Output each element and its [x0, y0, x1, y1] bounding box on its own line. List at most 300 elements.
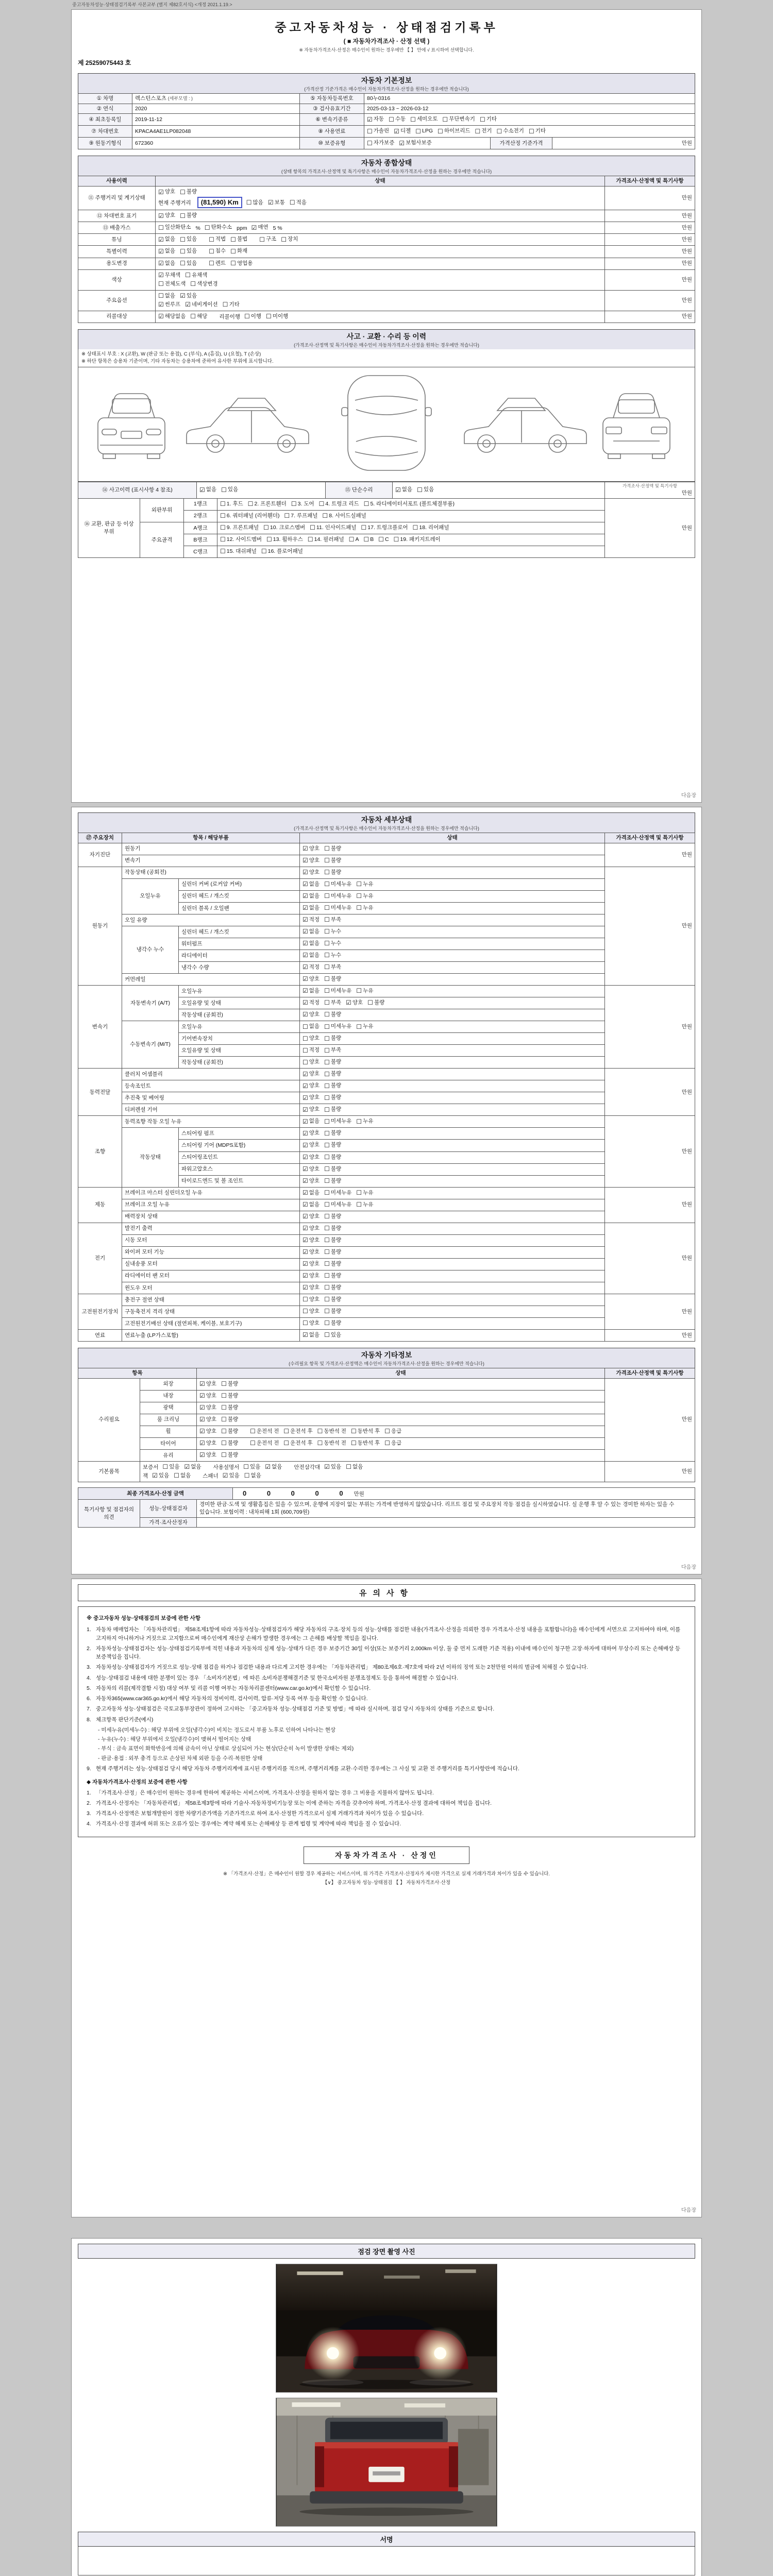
checkbox-unchecked[interactable]	[378, 536, 389, 544]
page-marker[interactable]: 다음장	[681, 2208, 696, 2213]
checkbox-unchecked[interactable]	[244, 1472, 261, 1480]
checkbox-unchecked[interactable]	[243, 1463, 260, 1471]
checkbox-checked[interactable]	[158, 235, 175, 243]
checkbox-unchecked[interactable]	[324, 880, 351, 888]
checkbox-unchecked[interactable]	[230, 260, 253, 267]
checkbox-checked[interactable]	[303, 880, 320, 888]
checkbox-unchecked[interactable]	[356, 892, 373, 900]
checkbox-checked[interactable]	[152, 1472, 169, 1480]
checkbox-unchecked[interactable]	[324, 857, 341, 865]
checkbox-checked[interactable]	[399, 139, 431, 147]
checkbox-icon: ☐	[303, 1296, 308, 1303]
car-grille	[354, 2357, 420, 2369]
checkbox-checked[interactable]	[199, 1380, 216, 1388]
checkbox-unchecked[interactable]	[324, 904, 351, 912]
checkbox-checked[interactable]	[265, 1463, 282, 1471]
checkbox-icon: ☐	[356, 987, 362, 995]
checkbox-unchecked[interactable]	[324, 845, 341, 853]
checkbox-unchecked[interactable]	[308, 536, 344, 544]
row-label: ⑪ 주행거리 및 계기상태	[78, 187, 156, 210]
checkbox-icon: ☐	[324, 1296, 330, 1303]
checkbox-unchecked[interactable]	[324, 1296, 341, 1303]
accident-note: (가격조사·산정액 및 특기사항은 매수인이 자동차가격조사·산정을 원하는 경우에만 적습니다)	[294, 342, 479, 348]
checkbox-checked[interactable]	[367, 115, 384, 123]
checkbox-icon: ☑	[346, 999, 351, 1007]
checkbox-unchecked[interactable]	[475, 127, 492, 135]
checkbox-icon: ☐	[174, 1472, 179, 1480]
checkbox-unchecked[interactable]	[324, 1094, 341, 1101]
checkbox-icon: ☐	[324, 916, 330, 924]
checkbox-checked[interactable]	[303, 928, 320, 936]
checkbox-unchecked[interactable]	[356, 1201, 373, 1209]
checkbox-unchecked[interactable]	[303, 1035, 320, 1042]
state-cell	[300, 1104, 605, 1116]
checkbox-unchecked[interactable]	[209, 235, 226, 243]
checkbox-unchecked[interactable]	[324, 1236, 341, 1244]
checkbox-unchecked[interactable]	[413, 524, 449, 532]
checkbox-unchecked[interactable]	[221, 1428, 238, 1435]
checkbox-unchecked[interactable]	[324, 940, 341, 947]
checkbox-checked[interactable]	[303, 1272, 320, 1280]
checkbox-unchecked[interactable]	[223, 301, 240, 309]
checkbox-unchecked[interactable]	[324, 1248, 341, 1256]
checkbox-unchecked[interactable]	[324, 1082, 341, 1090]
checkbox-unchecked[interactable]	[190, 280, 217, 288]
detail-note: (가격조사·산정액 및 특기사항은 매수인이 자동차가격조사·산정을 원하는 경우에만 적습니다)	[294, 826, 479, 831]
field-label-name: ① 차명	[78, 94, 132, 104]
checkbox-checked[interactable]	[184, 1463, 201, 1471]
checkbox-icon: ☐	[324, 1260, 330, 1268]
checkbox-icon: ☐	[324, 963, 330, 971]
etc-section-head	[78, 1348, 695, 1368]
checkbox-unchecked[interactable]	[367, 999, 384, 1007]
checkbox-unchecked[interactable]	[364, 536, 374, 544]
checkbox-unchecked[interactable]	[162, 1463, 179, 1471]
checkbox-unchecked[interactable]	[356, 880, 373, 888]
checkbox-icon: ☐	[283, 1428, 290, 1435]
checkbox-label: 없음	[180, 1472, 191, 1479]
checkbox-checked[interactable]	[303, 869, 320, 876]
checkbox-checked[interactable]	[199, 1404, 216, 1412]
notice-subtitle: ※ 중고자동차 성능·상태점검의 보증에 관한 사항	[87, 1615, 201, 1621]
checkbox-unchecked[interactable]	[324, 999, 341, 1007]
notice-item	[87, 1705, 686, 1713]
checkbox-unchecked[interactable]	[497, 127, 524, 135]
checkbox-unchecked[interactable]	[356, 1189, 373, 1197]
basic-info-section-head	[78, 73, 695, 93]
checkbox-checked[interactable]	[324, 1463, 341, 1471]
checkbox-label: 불량	[330, 1213, 342, 1219]
checkbox-icon: ☑	[395, 486, 401, 494]
checkbox-label: 누유	[363, 1189, 374, 1196]
checkbox-unchecked[interactable]	[250, 1428, 279, 1435]
checkbox-unchecked[interactable]	[310, 524, 356, 532]
checkbox-checked[interactable]	[303, 940, 320, 947]
checkbox-unchecked[interactable]	[246, 199, 263, 207]
checkbox-unchecked[interactable]	[158, 280, 186, 288]
checkbox-icon: ☐	[412, 524, 418, 532]
checkbox-unchecked[interactable]	[303, 1308, 320, 1315]
checkbox-unchecked[interactable]	[319, 500, 359, 508]
checkbox-unchecked[interactable]	[324, 1213, 341, 1221]
checkbox-label: 없음	[309, 1118, 320, 1125]
checkbox-unchecked[interactable]	[158, 224, 191, 231]
checkbox-unchecked[interactable]	[303, 1319, 320, 1327]
checkbox-unchecked[interactable]	[220, 512, 280, 520]
checkbox-icon: ☐	[221, 1404, 227, 1412]
checkbox-checked[interactable]	[158, 188, 175, 196]
part-name: 파워고압호스	[179, 1163, 300, 1175]
etc-row	[78, 1437, 695, 1449]
checkbox-unchecked[interactable]	[263, 524, 305, 532]
price-cell: 만원	[605, 1223, 695, 1294]
page-marker[interactable]: 다음장	[681, 1565, 696, 1570]
checkbox-checked[interactable]	[394, 127, 411, 135]
checkbox-unchecked[interactable]	[324, 1117, 351, 1125]
checkbox-unchecked[interactable]	[324, 1260, 341, 1268]
checkbox-checked[interactable]	[303, 1011, 320, 1019]
checkbox-unchecked[interactable]	[261, 548, 303, 555]
checkbox-checked[interactable]	[303, 1141, 320, 1149]
checkbox-unchecked[interactable]	[221, 1404, 238, 1412]
part-name: 라디에이터	[179, 950, 300, 961]
checkbox-unchecked[interactable]	[324, 1011, 341, 1019]
checkbox-checked[interactable]	[251, 224, 268, 231]
checkbox-checked[interactable]	[303, 999, 320, 1007]
checkbox-unchecked[interactable]	[356, 987, 373, 995]
checkbox-unchecked[interactable]	[180, 235, 197, 243]
checkbox-unchecked[interactable]	[529, 127, 546, 135]
checkbox-unchecked[interactable]	[384, 1439, 401, 1447]
opinion-appraiser-label: 가격·조사산정자	[140, 1517, 197, 1528]
checkbox-unchecked[interactable]	[324, 1308, 341, 1315]
checkbox-label: 양호	[309, 1177, 320, 1184]
part-name: 오일누유	[179, 986, 300, 997]
state-line	[303, 869, 602, 877]
checkbox-unchecked[interactable]	[410, 115, 438, 123]
state-cell	[300, 1234, 605, 1246]
checkbox-unchecked[interactable]	[351, 1439, 380, 1447]
taillight-right	[449, 2446, 458, 2487]
checkbox-unchecked[interactable]	[324, 869, 341, 876]
checkbox-unchecked[interactable]	[324, 1129, 341, 1137]
checkbox-unchecked[interactable]	[290, 199, 307, 207]
checkbox-checked[interactable]	[303, 904, 320, 912]
checkbox-unchecked[interactable]	[221, 1439, 238, 1447]
checkbox-checked[interactable]	[303, 1331, 320, 1339]
state-line	[303, 999, 602, 1007]
checkbox-label: 적정	[309, 964, 320, 970]
checkbox-label: 미세누유	[330, 892, 352, 899]
page-marker[interactable]: 다음장	[681, 793, 696, 799]
checkbox-unchecked[interactable]	[209, 247, 226, 255]
notice-item	[87, 1645, 686, 1662]
checkbox-checked[interactable]	[303, 1201, 320, 1209]
checkbox-checked[interactable]	[303, 1070, 320, 1078]
checkbox-unchecked[interactable]	[356, 1023, 373, 1030]
checkbox-unchecked[interactable]	[324, 1070, 341, 1078]
checkbox-unchecked[interactable]	[361, 524, 408, 532]
checkbox-unchecked[interactable]	[324, 928, 341, 936]
checkbox-unchecked[interactable]	[480, 115, 497, 123]
checkbox-unchecked[interactable]	[324, 1141, 341, 1149]
checkbox-checked[interactable]	[303, 1260, 320, 1268]
checkbox-checked[interactable]	[158, 247, 175, 255]
checkbox-unchecked[interactable]	[250, 1439, 279, 1447]
checkbox-checked[interactable]	[199, 486, 216, 494]
checkbox-unchecked[interactable]	[220, 548, 257, 555]
part-name: 실내송풍 모터	[122, 1258, 300, 1270]
checkbox-unchecked[interactable]	[180, 260, 197, 267]
checkbox-unchecked[interactable]	[158, 292, 175, 300]
checkbox-checked[interactable]	[158, 260, 175, 267]
checkbox-icon: ☐	[180, 212, 186, 219]
checkbox-icon: ☐	[317, 1439, 323, 1447]
checkbox-label: 양호	[309, 1142, 320, 1148]
model-year: 2020	[132, 104, 300, 114]
checkbox-unchecked[interactable]	[221, 1392, 238, 1400]
checkbox-unchecked[interactable]	[324, 1225, 341, 1232]
etc-info-table	[78, 1368, 695, 1482]
checkbox-checked[interactable]	[268, 199, 285, 207]
checkbox-unchecked[interactable]	[324, 963, 341, 971]
checkbox-checked[interactable]	[303, 857, 320, 865]
page-4	[71, 2238, 702, 2576]
checkbox-unchecked[interactable]	[367, 127, 389, 135]
checkbox-checked[interactable]	[303, 845, 320, 853]
checkbox-unchecked[interactable]	[324, 1331, 341, 1339]
checkbox-unchecked[interactable]	[324, 1272, 341, 1280]
checkbox-checked[interactable]	[303, 975, 320, 983]
checkbox-unchecked[interactable]	[324, 1177, 341, 1185]
part-name: 실린더 헤드 / 개스킷	[179, 890, 300, 902]
checkbox-label: 없음	[309, 904, 320, 911]
checkbox-unchecked[interactable]	[324, 952, 341, 959]
checkbox-checked[interactable]	[185, 301, 217, 309]
checkbox-unchecked[interactable]	[356, 1117, 373, 1125]
checkbox-unchecked[interactable]	[324, 987, 351, 995]
checkbox-label: 15. 대쉬패널	[226, 548, 257, 554]
checkbox-unchecked[interactable]	[317, 1428, 346, 1435]
checkbox-icon: ☐	[190, 280, 196, 287]
checkbox-unchecked[interactable]	[220, 500, 243, 508]
checkbox-unchecked[interactable]	[438, 127, 470, 135]
checkbox-checked[interactable]	[180, 292, 197, 300]
checkbox-unchecked[interactable]	[221, 486, 238, 494]
plate-number: 80누0316	[364, 94, 695, 104]
checkbox-unchecked[interactable]	[220, 536, 262, 544]
row-label: 리콜대상	[78, 311, 156, 323]
checkbox-icon: ☐	[367, 127, 373, 135]
checkbox-unchecked[interactable]	[221, 1416, 238, 1423]
checkbox-unchecked[interactable]	[394, 536, 441, 544]
checkbox-checked[interactable]	[303, 1165, 320, 1173]
checkbox-unchecked[interactable]	[324, 916, 341, 924]
checkbox-unchecked[interactable]	[303, 1058, 320, 1066]
checkbox-unchecked[interactable]	[324, 1023, 351, 1030]
exchange-row	[78, 522, 695, 534]
state-cell	[300, 1187, 605, 1199]
checkbox-unchecked[interactable]	[356, 904, 373, 912]
checkbox-checked[interactable]	[303, 1248, 320, 1256]
checkbox-label: 불량	[227, 1428, 239, 1434]
checkbox-unchecked[interactable]	[324, 1154, 341, 1161]
checkbox-unchecked[interactable]	[349, 536, 359, 544]
checkbox-checked[interactable]	[303, 1117, 320, 1125]
notice-subitem: - 미세누유(미세누수) : 해당 부위에 오일(냉각수)이 비치는 정도로서 부품 노후로 인하여 나타나는 현상	[98, 1726, 336, 1733]
checkbox-unchecked[interactable]	[324, 1058, 341, 1066]
checkbox-unchecked[interactable]	[266, 313, 288, 320]
checkbox-checked[interactable]	[158, 313, 186, 320]
checkbox-label: 11. 인사이드패널	[316, 524, 357, 531]
checkbox-unchecked[interactable]	[317, 1439, 346, 1447]
row-state	[156, 234, 605, 246]
checkbox-unchecked[interactable]	[185, 272, 207, 279]
checkbox-unchecked[interactable]	[180, 188, 197, 196]
checkbox-checked[interactable]	[303, 1154, 320, 1161]
checkbox-unchecked[interactable]	[351, 1428, 380, 1435]
checkbox-unchecked[interactable]	[221, 1451, 238, 1459]
checkbox-unchecked[interactable]	[303, 1046, 320, 1054]
checkbox-checked[interactable]	[303, 1284, 320, 1292]
checkbox-unchecked[interactable]	[415, 127, 433, 135]
checkbox-unchecked[interactable]	[281, 235, 298, 243]
field-label-first-reg: ④ 최초등록일	[78, 114, 132, 126]
checkbox-unchecked[interactable]	[323, 512, 366, 520]
checkbox-unchecked[interactable]	[283, 1439, 312, 1447]
row-label: ⑫ 차대번호 표기	[78, 210, 156, 222]
checkbox-checked[interactable]	[199, 1392, 216, 1400]
checkbox-icon: ☐	[317, 1428, 323, 1435]
state-line	[303, 1296, 602, 1304]
state-line	[303, 1284, 602, 1292]
checkbox-icon: ☑	[199, 1428, 205, 1435]
checkbox-label: 탄화수소	[211, 224, 232, 231]
checkbox-unchecked[interactable]	[324, 1106, 341, 1113]
checkbox-label: 미세누유	[330, 1201, 352, 1208]
checkbox-unchecked[interactable]	[291, 500, 314, 508]
checkbox-checked[interactable]	[303, 892, 320, 900]
checkbox-unchecked[interactable]	[180, 212, 197, 219]
checkbox-icon: ☐	[283, 1439, 290, 1447]
checkbox-unchecked[interactable]	[266, 536, 303, 544]
checkbox-icon: ☐	[324, 1117, 330, 1125]
checkbox-checked[interactable]	[303, 1106, 320, 1113]
checkbox-unchecked[interactable]	[248, 500, 287, 508]
checkbox-label: 있음	[186, 248, 197, 255]
checkbox-checked[interactable]	[199, 1451, 216, 1459]
checkbox-label: 불량	[330, 1011, 342, 1018]
checkbox-unchecked[interactable]	[346, 1463, 363, 1471]
ceiling-light	[297, 2272, 343, 2275]
checkbox-label: 16. 플로어패널	[267, 548, 303, 554]
checkbox-unchecked[interactable]	[244, 313, 261, 320]
checkbox-unchecked[interactable]	[324, 1284, 341, 1292]
checkbox-label: 있음	[186, 292, 197, 299]
checkbox-icon: ☐	[250, 1428, 256, 1435]
checkbox-checked[interactable]	[303, 1189, 320, 1197]
checkbox-unchecked[interactable]	[324, 975, 341, 983]
checkbox-unchecked[interactable]	[303, 1023, 320, 1030]
checkbox-unchecked[interactable]	[384, 1428, 401, 1435]
checkbox-unchecked[interactable]	[283, 1428, 312, 1435]
checkbox-checked[interactable]	[303, 1094, 320, 1101]
checkbox-checked[interactable]	[303, 1213, 320, 1221]
checkbox-checked[interactable]	[158, 212, 175, 219]
checkbox-checked[interactable]	[303, 952, 320, 959]
checkbox-checked[interactable]	[346, 999, 363, 1007]
checkbox-checked[interactable]	[303, 1129, 320, 1137]
checkbox-checked[interactable]	[303, 963, 320, 971]
checkbox-label: 없음	[309, 928, 320, 935]
checkbox-unchecked[interactable]	[221, 1380, 238, 1388]
checkbox-checked[interactable]	[303, 987, 320, 995]
checkbox-icon: ☐	[324, 987, 330, 995]
checkbox-checked[interactable]	[199, 1416, 216, 1423]
part-name: 냉각수 수량	[179, 962, 300, 974]
checkbox-checked[interactable]	[199, 1428, 216, 1435]
checkbox-unchecked[interactable]	[324, 1201, 351, 1209]
checkbox-icon: ☐	[221, 1428, 227, 1435]
field-label-inspection-period: ③ 검사유효기간	[300, 104, 364, 114]
checkbox-unchecked[interactable]	[230, 247, 247, 255]
checkbox-unchecked[interactable]	[303, 1296, 320, 1303]
checkbox-unchecked[interactable]	[367, 139, 394, 147]
checkbox-label: 불량	[227, 1439, 239, 1446]
checkbox-unchecked[interactable]	[205, 224, 232, 231]
checkbox-checked[interactable]	[223, 1472, 240, 1480]
checkbox-unchecked[interactable]	[389, 115, 406, 123]
checkbox-checked[interactable]	[303, 916, 320, 924]
checkbox-checked[interactable]	[303, 1236, 320, 1244]
checkbox-checked[interactable]	[158, 272, 180, 279]
checkbox-icon: ☐	[180, 247, 186, 255]
checkbox-unchecked[interactable]	[174, 1472, 191, 1480]
checkbox-unchecked[interactable]	[284, 512, 318, 520]
checkbox-unchecked[interactable]	[190, 313, 207, 320]
checkbox-checked[interactable]	[158, 301, 180, 309]
checkbox-unchecked[interactable]	[324, 1319, 341, 1327]
checkbox-unchecked[interactable]	[259, 235, 276, 243]
checkbox-unchecked[interactable]	[230, 235, 247, 243]
checkbox-unchecked[interactable]	[324, 1035, 341, 1042]
etc-row	[78, 1390, 695, 1402]
etc-basic-row	[78, 1461, 695, 1482]
checkbox-unchecked[interactable]	[324, 1165, 341, 1173]
damage-code-legend-line1: ※ 상태표시 부호 : X (교환), W (판금 또는 용접), C (부식), A (흠집), U (요철), T (손상)	[81, 351, 261, 357]
checkbox-unchecked[interactable]	[417, 486, 434, 494]
checkbox-unchecked[interactable]	[220, 524, 259, 532]
checkbox-label: LPG	[422, 128, 433, 134]
checkbox-unchecked[interactable]	[324, 1046, 341, 1054]
checkbox-unchecked[interactable]	[442, 115, 475, 123]
device-group: 동력전달	[78, 1069, 122, 1116]
checkbox-unchecked[interactable]	[324, 892, 351, 900]
checkbox-unchecked[interactable]	[209, 260, 226, 267]
checkbox-unchecked[interactable]	[364, 500, 455, 508]
checkbox-checked[interactable]	[395, 486, 412, 494]
checkbox-icon: ☑	[303, 1200, 308, 1208]
part-name: 구동축전지 격리 상태	[122, 1306, 300, 1317]
checkbox-checked[interactable]	[199, 1439, 216, 1447]
car-diagram-front	[98, 394, 165, 459]
part-name: 스티어링조인트	[179, 1151, 300, 1163]
checkbox-checked[interactable]	[303, 1225, 320, 1232]
checkbox-checked[interactable]	[303, 1177, 320, 1185]
checkbox-unchecked[interactable]	[180, 247, 197, 255]
checkbox-checked[interactable]	[303, 1082, 320, 1090]
checkbox-unchecked[interactable]	[324, 1189, 351, 1197]
